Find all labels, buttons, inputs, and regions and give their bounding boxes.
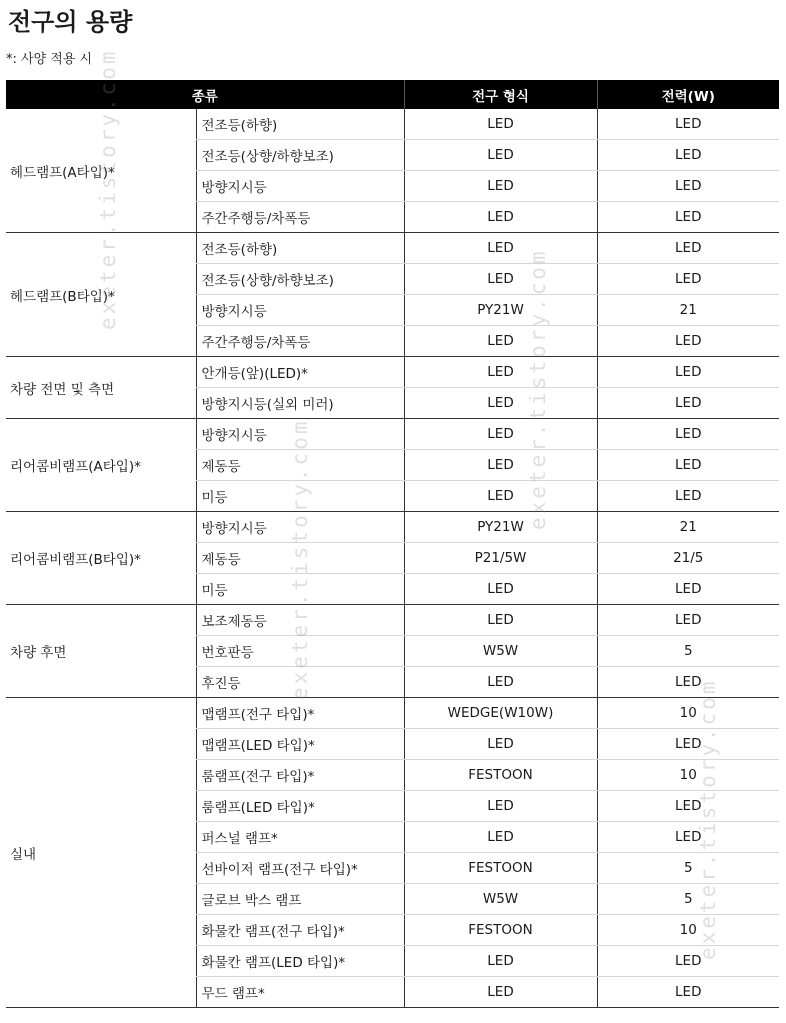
- power-cell: LED: [597, 450, 779, 481]
- power-cell: LED: [597, 822, 779, 853]
- table-row: [6, 605, 779, 636]
- item-cell: 방향지시등(실외 미러): [196, 388, 404, 419]
- bulb-type-cell: LED: [404, 233, 597, 264]
- category-cell: 리어콤비램프(A타입)*: [6, 419, 196, 512]
- power-cell: LED: [597, 605, 779, 636]
- power-cell: LED: [597, 109, 779, 140]
- page-title: 전구의 용량: [8, 8, 133, 36]
- watermark: exeter.tistory.com: [96, 48, 120, 330]
- bulb-type-cell: W5W: [404, 884, 597, 915]
- bulb-type-cell: WEDGE(W10W): [404, 698, 597, 729]
- item-cell: 미등: [196, 574, 404, 605]
- power-cell: LED: [597, 419, 779, 450]
- watermark: exeter.tistory.com: [696, 678, 720, 960]
- header-bulb-type: 전구 형식: [404, 80, 597, 109]
- bulb-type-cell: P21/5W: [404, 543, 597, 574]
- power-cell: LED: [597, 233, 779, 264]
- item-cell: 제동등: [196, 543, 404, 574]
- watermark: exeter.tistory.com: [288, 418, 312, 700]
- bulb-type-cell: LED: [404, 357, 597, 388]
- item-cell: 번호판등: [196, 636, 404, 667]
- bulb-type-cell: LED: [404, 264, 597, 295]
- item-cell: 화물칸 램프(전구 타입)*: [196, 915, 404, 946]
- power-cell: LED: [597, 357, 779, 388]
- item-cell: 방향지시등: [196, 295, 404, 326]
- item-cell: 룸램프(전구 타입)*: [196, 760, 404, 791]
- item-cell: 주간주행등/차폭등: [196, 202, 404, 233]
- item-cell: 맵램프(전구 타입)*: [196, 698, 404, 729]
- bulb-type-cell: LED: [404, 140, 597, 171]
- bulb-type-cell: LED: [404, 388, 597, 419]
- power-cell: 21/5: [597, 543, 779, 574]
- power-cell: 5: [597, 853, 779, 884]
- item-cell: 미등: [196, 481, 404, 512]
- table-row: [6, 419, 779, 450]
- bulb-type-cell: FESTOON: [404, 853, 597, 884]
- power-cell: LED: [597, 202, 779, 233]
- power-cell: LED: [597, 171, 779, 202]
- category-cell: 차량 후면: [6, 605, 196, 698]
- item-cell: 룸램프(LED 타입)*: [196, 791, 404, 822]
- bulb-type-cell: LED: [404, 729, 597, 760]
- bulb-type-cell: W5W: [404, 636, 597, 667]
- item-cell: 후진등: [196, 667, 404, 698]
- bulb-type-cell: LED: [404, 450, 597, 481]
- table-row: [6, 698, 779, 729]
- table-row: [6, 233, 779, 264]
- item-cell: 글로브 박스 램프: [196, 884, 404, 915]
- table-header-row: [6, 80, 779, 109]
- item-cell: 퍼스널 램프*: [196, 822, 404, 853]
- bulb-type-cell: LED: [404, 419, 597, 450]
- item-cell: 보조제동등: [196, 605, 404, 636]
- item-cell: 방향지시등: [196, 171, 404, 202]
- header-power: 전력(W): [597, 80, 779, 109]
- bulb-type-cell: LED: [404, 326, 597, 357]
- header-category: 종류: [6, 80, 404, 109]
- table-row: [6, 357, 779, 388]
- power-cell: LED: [597, 729, 779, 760]
- bulb-type-cell: PY21W: [404, 295, 597, 326]
- item-cell: 전조등(상향/하향보조): [196, 140, 404, 171]
- bulb-type-cell: LED: [404, 202, 597, 233]
- item-cell: 방향지시등: [196, 419, 404, 450]
- power-cell: 10: [597, 915, 779, 946]
- table-row: [6, 512, 779, 543]
- power-cell: LED: [597, 791, 779, 822]
- item-cell: 제동등: [196, 450, 404, 481]
- bulb-type-cell: FESTOON: [404, 915, 597, 946]
- bulb-type-cell: LED: [404, 667, 597, 698]
- table-row: [6, 109, 779, 140]
- bulb-type-cell: FESTOON: [404, 760, 597, 791]
- item-cell: 안개등(앞)(LED)*: [196, 357, 404, 388]
- power-cell: LED: [597, 388, 779, 419]
- power-cell: 21: [597, 295, 779, 326]
- power-cell: LED: [597, 326, 779, 357]
- bulb-type-cell: LED: [404, 605, 597, 636]
- power-cell: LED: [597, 946, 779, 977]
- power-cell: LED: [597, 977, 779, 1008]
- bulb-type-cell: LED: [404, 481, 597, 512]
- spec-note: *: 사양 적용 시: [6, 52, 93, 67]
- power-cell: LED: [597, 264, 779, 295]
- item-cell: 선바이저 램프(전구 타입)*: [196, 853, 404, 884]
- category-cell: 헤드램프(A타입)*: [6, 109, 196, 233]
- power-cell: 21: [597, 512, 779, 543]
- item-cell: 전조등(상향/하향보조): [196, 264, 404, 295]
- power-cell: 10: [597, 760, 779, 791]
- item-cell: 방향지시등: [196, 512, 404, 543]
- bulb-capacity-table: [6, 80, 779, 1008]
- power-cell: LED: [597, 667, 779, 698]
- power-cell: LED: [597, 574, 779, 605]
- bulb-type-cell: LED: [404, 109, 597, 140]
- power-cell: LED: [597, 481, 779, 512]
- item-cell: 무드 램프*: [196, 977, 404, 1008]
- bulb-type-cell: LED: [404, 977, 597, 1008]
- category-cell: 실내: [6, 698, 196, 1008]
- power-cell: 5: [597, 884, 779, 915]
- item-cell: 전조등(하향): [196, 233, 404, 264]
- power-cell: 10: [597, 698, 779, 729]
- item-cell: 화물칸 램프(LED 타입)*: [196, 946, 404, 977]
- item-cell: 전조등(하향): [196, 109, 404, 140]
- power-cell: LED: [597, 140, 779, 171]
- bulb-type-cell: LED: [404, 946, 597, 977]
- item-cell: 주간주행등/차폭등: [196, 326, 404, 357]
- bulb-type-cell: LED: [404, 822, 597, 853]
- watermark: exeter.tistory.com: [526, 248, 550, 530]
- power-cell: 5: [597, 636, 779, 667]
- table-body: [6, 109, 779, 1008]
- bulb-type-cell: LED: [404, 791, 597, 822]
- item-cell: 맵램프(LED 타입)*: [196, 729, 404, 760]
- category-cell: 헤드램프(B타입)*: [6, 233, 196, 357]
- category-cell: 리어콤비램프(B타입)*: [6, 512, 196, 605]
- category-cell: 차량 전면 및 측면: [6, 357, 196, 419]
- bulb-type-cell: LED: [404, 171, 597, 202]
- bulb-type-cell: LED: [404, 574, 597, 605]
- bulb-type-cell: PY21W: [404, 512, 597, 543]
